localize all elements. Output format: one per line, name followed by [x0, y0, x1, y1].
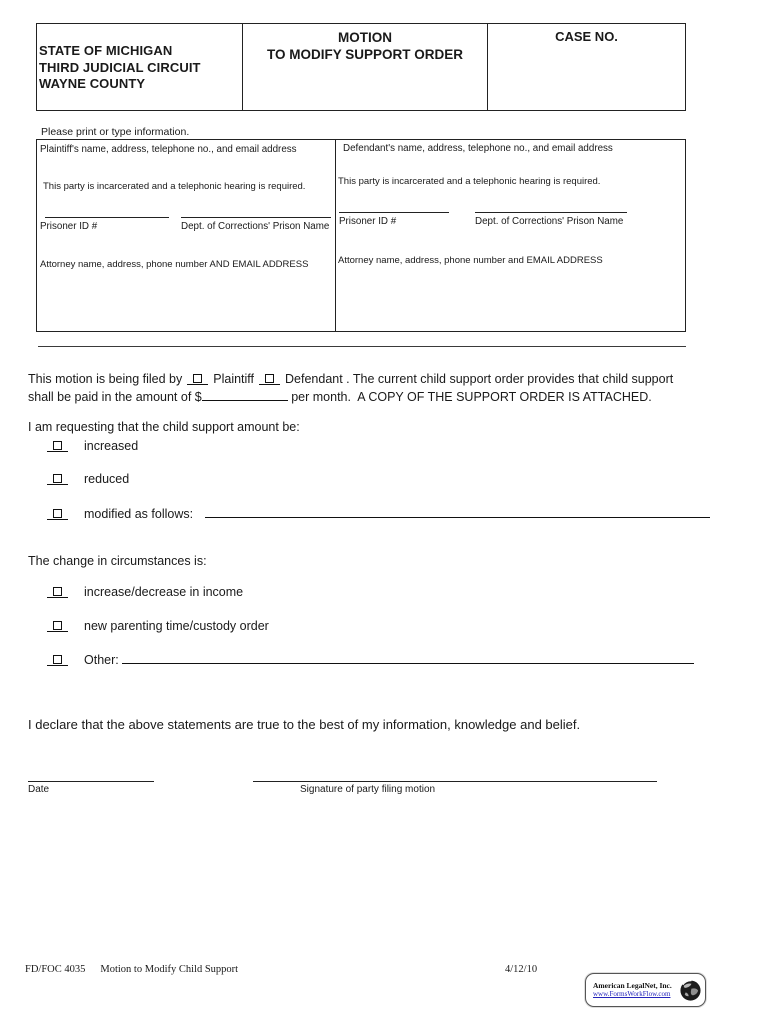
form-name: Motion to Modify Child Support [100, 964, 239, 975]
checkbox-icon [53, 509, 62, 518]
motion-paragraph [28, 370, 752, 406]
date-label: Date [28, 784, 50, 795]
case-number-label: CASE NO. [555, 29, 618, 44]
print-instruction: Please print or type information. [41, 126, 190, 138]
form-title-cell [243, 24, 488, 110]
date-field[interactable] [28, 781, 154, 782]
defendant-box[interactable] [336, 140, 685, 331]
parenting-time-label: new parenting time/custody order [84, 619, 269, 633]
court-line-county: WAYNE COUNTY [39, 76, 146, 91]
modified-as-follows-field[interactable] [205, 505, 710, 518]
request-heading: I am requesting that the child support amount be: [28, 420, 300, 434]
signature-field[interactable] [253, 781, 657, 782]
vendor-company-name: American LegalNet, Inc. [593, 981, 672, 990]
defendant-option-label: Defendant [285, 372, 343, 386]
motion-line1-suffix: . The current child support order provides that child support [342, 372, 674, 386]
increased-label: increased [84, 439, 139, 453]
footer-revision-date: 4/12/10 [505, 964, 538, 975]
court-name-cell [37, 24, 243, 110]
modified-label: modified as follows: [84, 507, 194, 521]
plaintiff-box-header: Plaintiff's name, address, telephone no., and email address [40, 144, 297, 155]
party-table [36, 139, 686, 332]
checkbox-icon [53, 587, 62, 596]
option-income-change [42, 585, 243, 599]
caption-table [36, 23, 686, 111]
modified-checkbox[interactable] [47, 509, 68, 520]
motion-line2-prefix: shall be paid in the amount of $ [28, 390, 202, 404]
other-checkbox[interactable] [47, 655, 68, 666]
defendant-prisoner-id-field[interactable] [339, 212, 449, 213]
defendant-checkbox[interactable] [259, 374, 280, 385]
option-other [42, 651, 694, 667]
checkbox-icon [193, 374, 202, 383]
motion-line-2 [28, 388, 752, 406]
defendant-box-header: Defendant's name, address, telephone no., and email address [343, 143, 613, 154]
footer-form-id [25, 964, 238, 975]
checkbox-icon [53, 441, 62, 450]
income-change-checkbox[interactable] [47, 587, 68, 598]
income-change-label: increase/decrease in income [84, 585, 244, 599]
defendant-incarcerated-note: This party is incarcerated and a telephonic hearing is required. [338, 176, 601, 187]
vendor-logo [585, 973, 706, 1007]
reduced-label: reduced [84, 472, 130, 486]
plaintiff-checkbox[interactable] [187, 374, 208, 385]
increased-checkbox[interactable] [47, 441, 68, 452]
amount-field[interactable] [202, 388, 288, 401]
other-label: Other: [84, 653, 119, 667]
vendor-logo-text [593, 981, 678, 999]
defendant-attorney-label: Attorney name, address, phone number and EMAIL ADDRESS [338, 255, 603, 266]
parenting-time-checkbox[interactable] [47, 621, 68, 632]
other-field[interactable] [122, 651, 694, 664]
court-line-state: STATE OF MICHIGAN [39, 43, 173, 58]
plaintiff-prisoner-id-label: Prisoner ID # [40, 221, 98, 232]
form-number: FD/FOC 4035 [25, 964, 86, 975]
form-title-line2: TO MODIFY SUPPORT ORDER [266, 47, 464, 62]
reduced-checkbox[interactable] [47, 474, 68, 485]
defendant-prison-name-field[interactable] [475, 212, 627, 213]
vendor-website-link[interactable]: www.FormsWorkFlow.com [593, 990, 671, 998]
plaintiff-prisoner-id-field[interactable] [45, 217, 169, 218]
motion-line-1 [28, 370, 752, 388]
form-title-line1: MOTION [338, 30, 392, 45]
globe-icon [679, 979, 702, 1002]
checkbox-icon [53, 474, 62, 483]
court-line-circuit: THIRD JUDICIAL CIRCUIT [39, 59, 201, 75]
checkbox-icon [53, 621, 62, 630]
case-number-cell[interactable] [488, 24, 685, 110]
checkbox-icon [53, 655, 62, 664]
plaintiff-box[interactable] [37, 140, 336, 331]
option-modified [42, 505, 710, 521]
declaration-statement: I declare that the above statements are true to the best of my information, knowledge and belief. [28, 717, 581, 732]
section-divider [38, 346, 686, 347]
circumstances-heading: The change in circumstances is: [28, 554, 207, 568]
defendant-prison-name-label: Dept. of Corrections' Prison Name [475, 216, 624, 227]
defendant-prisoner-id-label: Prisoner ID # [339, 216, 397, 227]
motion-prefix: This motion is being filed by [28, 372, 183, 386]
signature-label: Signature of party filing motion [300, 784, 436, 795]
option-parenting-time [42, 619, 269, 633]
checkbox-icon [265, 374, 274, 383]
plaintiff-prison-name-label: Dept. of Corrections' Prison Name [181, 221, 330, 232]
plaintiff-option-label: Plaintiff [213, 372, 255, 386]
option-reduced [42, 472, 129, 486]
option-increased [42, 439, 138, 453]
plaintiff-attorney-label: Attorney name, address, phone number AND EMAIL ADDRESS [40, 259, 309, 270]
plaintiff-prison-name-field[interactable] [181, 217, 331, 218]
motion-line2-suffix: per month. A COPY OF THE SUPPORT ORDER IS ATTACHED. [287, 390, 652, 404]
plaintiff-incarcerated-note: This party is incarcerated and a telephonic hearing is required. [43, 181, 306, 192]
